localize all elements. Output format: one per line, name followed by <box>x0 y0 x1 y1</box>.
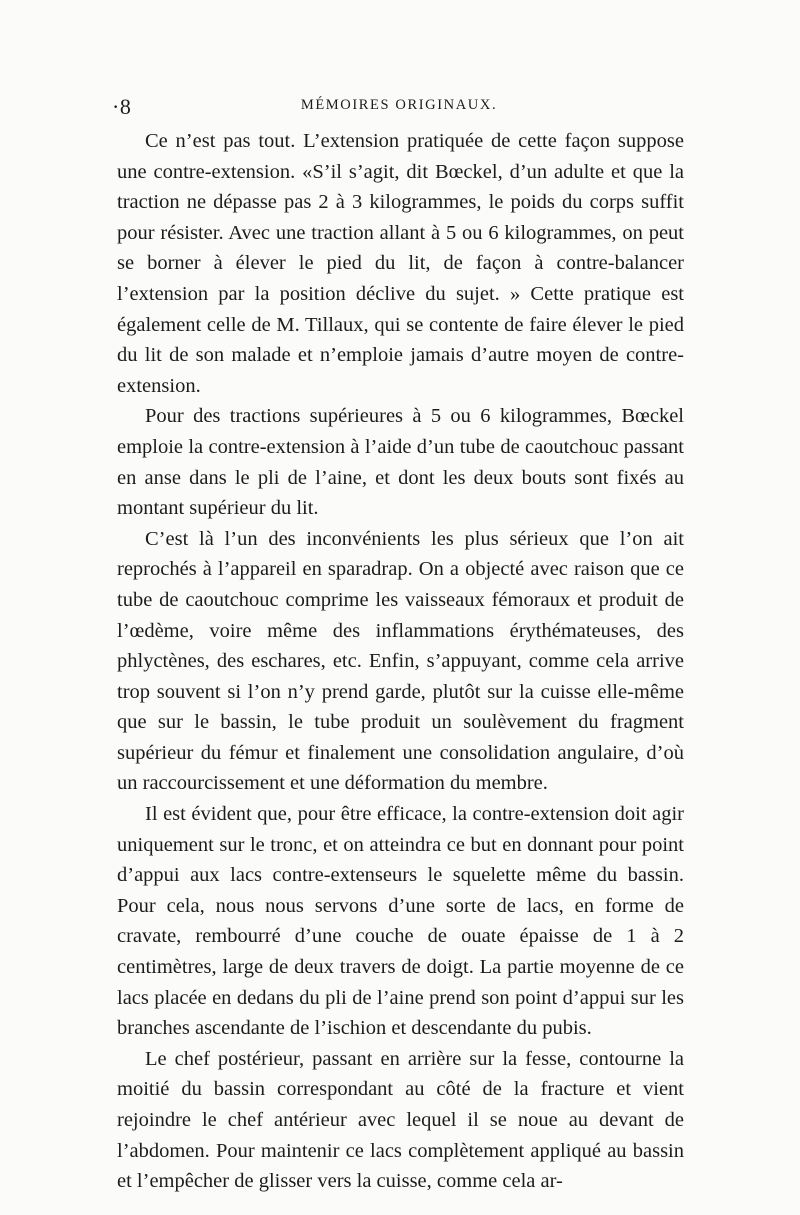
paragraph: Le chef postérieur, passant en arrière sur la fesse, contourne la moitié du bassin correspondant au côté de la fracture et vient rejoindre le chef antérieur avec lequel il se noue au devant de l’abdomen. Pour maintenir ce lacs complètement appliqué au bassin et l’empêcher de glisser vers la cuisse, comme cela ar- <box>117 1047 684 1193</box>
paragraph: Il est évident que, pour être efficace, la contre-extension doit agir uniquement sur le tronc, et on atteindra ce but en donnant pour point d’appui aux lacs contre-extenseurs le squelette même du bassin. Pour cela, nous nous servons d’une sorte de lacs, en forme de cravate, rembourré d’une couche de ouate épaisse de 1 à 2 centimètres, large de deux travers de doigt. La partie moyenne de ce lacs placée en dedans du pli de l’aine prend son point d’appui sur les branches ascendante de l’ischion et descendante du pubis. <box>117 803 684 1040</box>
running-head: MÉMOIRES ORIGINAUX. <box>300 97 498 113</box>
paragraph: C’est là l’un des inconvénients les plus sérieux que l’on ait reprochés à l’appareil en sparadrap. On a objecté avec raison que ce tube de caoutchouc comprime les vaisseaux fémoraux et produit de l’œdème, voire même des inflammations érythémateuses, des phlyctènes, des eschares, etc. Enfin, s’appuyant, comme cela arrive trop souvent si l’on n’y prend garde, plutôt sur la cuisse elle-même que sur le bassin, le tube produit un soulèvement du fragment supérieur du fémur et finalement une consolidation angulaire, d’où un raccourcissement et une déformation du membre. <box>117 527 684 795</box>
page-header <box>112 94 686 120</box>
paragraph: Ce n’est pas tout. L’extension pratiquée de cette façon suppose une contre-extension. «S’il s’agit, dit Bœckel, d’un adulte et que la traction ne dépasse pas 2 à 3 kilogrammes, le poids du corps suffit pour résister. Avec une traction allant à 5 ou 6 kilogrammes, on peut se borner à élever le pied du lit, de façon à contre-balancer l’extension par la position déclive du sujet. » Cette pratique est également celle de M. Tillaux, qui se contente de faire élever le pied du lit de son malade et n’emploie jamais d’autre moyen de contre-extension. <box>117 130 684 397</box>
page-body <box>117 126 684 1197</box>
page-number: ·8 <box>112 94 132 119</box>
paragraph: Pour des tractions supérieures à 5 ou 6 kilogrammes, Bœckel emploie la contre-extension à l’aide d’un tube de caoutchouc passant en anse dans le pli de l’aine, et dont les deux bouts sont fixés au montant supérieur du lit. <box>117 405 684 520</box>
